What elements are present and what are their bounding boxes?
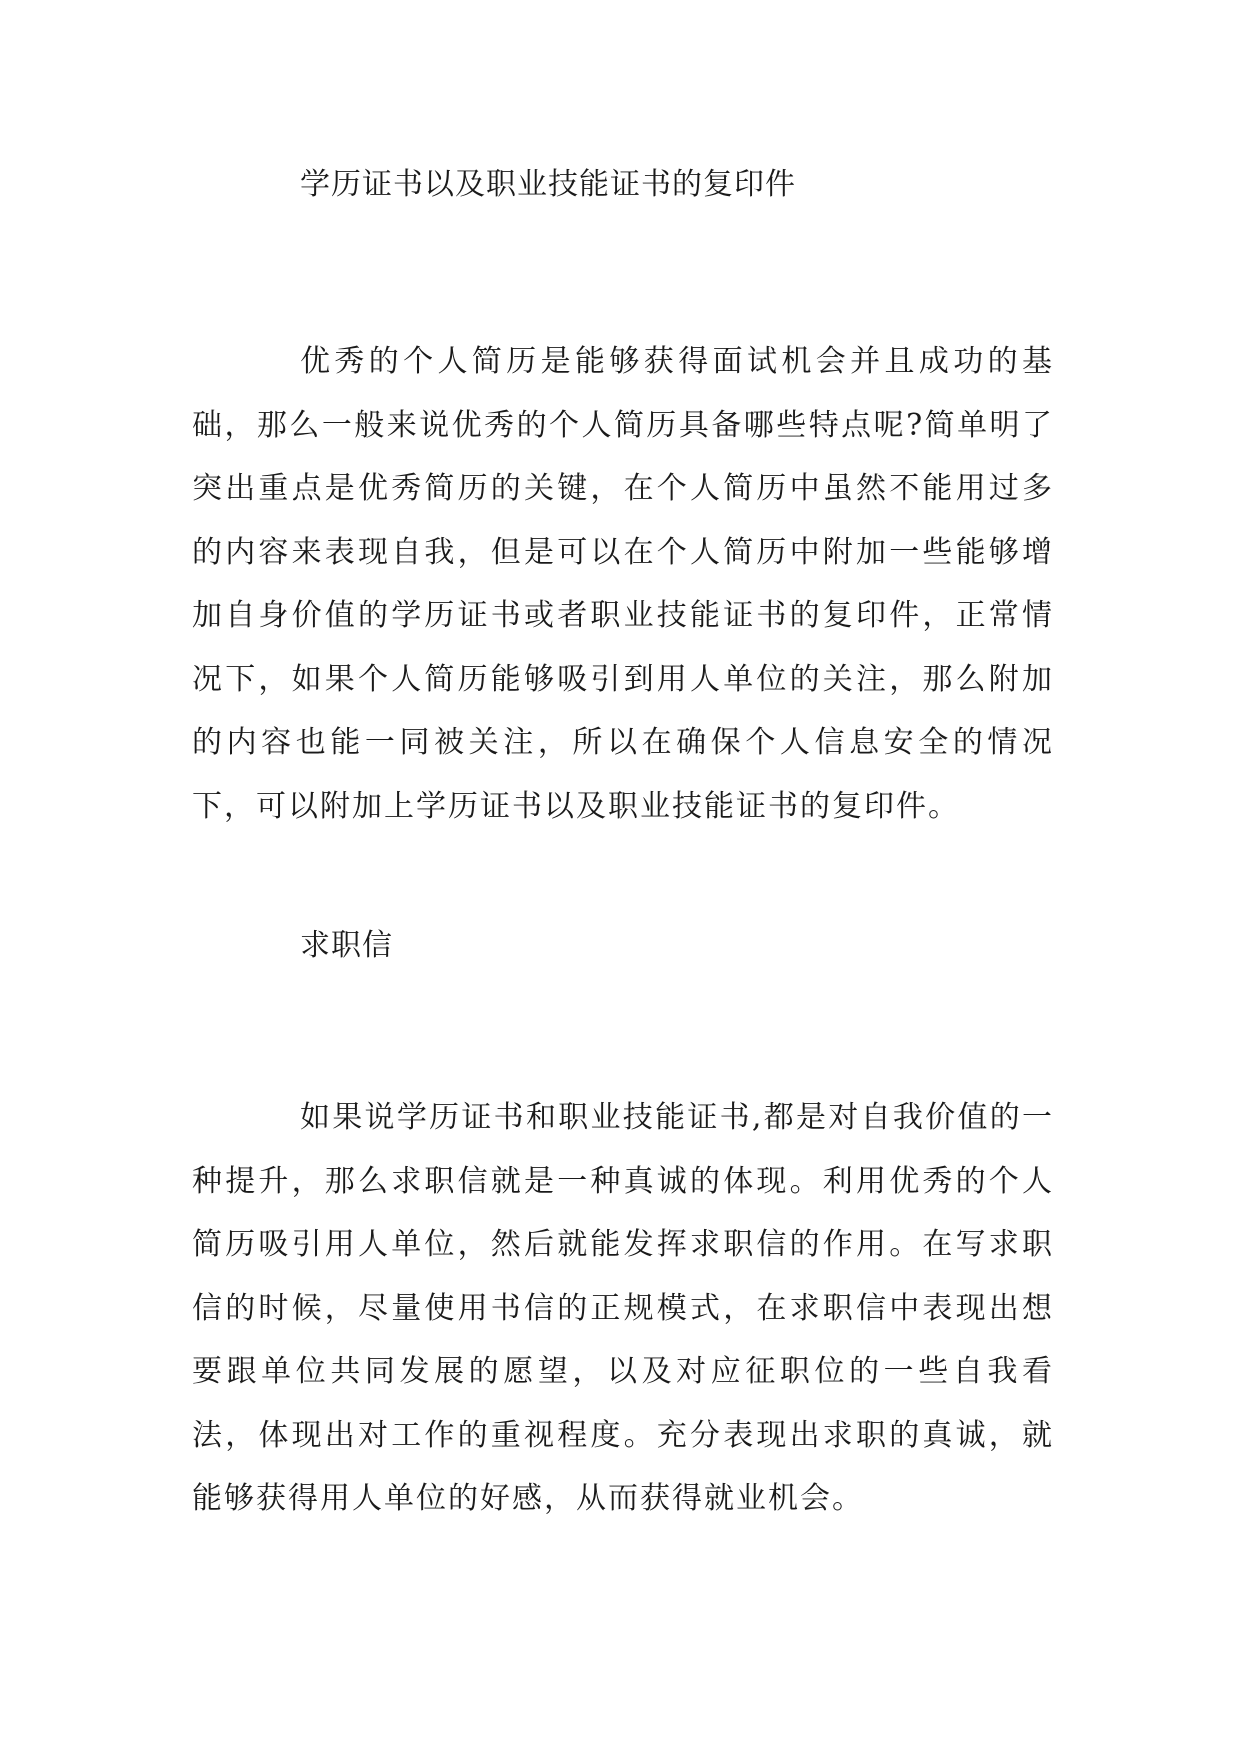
section-heading-cover-letter: 求职信: [300, 928, 393, 963]
section-paragraph-certificates: 优秀的个人简历是能够获得面试机会并且成功的基础，那么一般来说优秀的个人简历具备哪些特点呢?简单明了突出重点是优秀简历的关键，在个人简历中虽然不能用过多的内容来表现自我，但是可以在个人简历中附加一些能够增加自身价值的学历证书或者职业技能证书的复印件，正常情况下，如果个人简历能够吸引到用人单位的关注，那么附加的内容也能一同被关注，所以在确保个人信息安全的情况下，可以附加上学历证书以及职业技能证书的复印件。: [192, 344, 1054, 824]
section-paragraph-cover-letter: 如果说学历证书和职业技能证书,都是对自我价值的一种提升，那么求职信就是一种真诚的体现。利用优秀的个人简历吸引用人单位，然后就能发挥求职信的作用。在写求职信的时候，尽量使用书信的正规模式，在求职信中表现出想要跟单位共同发展的愿望，以及对应征职位的一些自我看法，体现出对工作的重视程度。充分表现出求职的真诚，就能够获得用人单位的好感，从而获得就业机会。: [192, 1100, 1054, 1516]
section-heading-certificates: 学历证书以及职业技能证书的复印件: [300, 167, 796, 202]
